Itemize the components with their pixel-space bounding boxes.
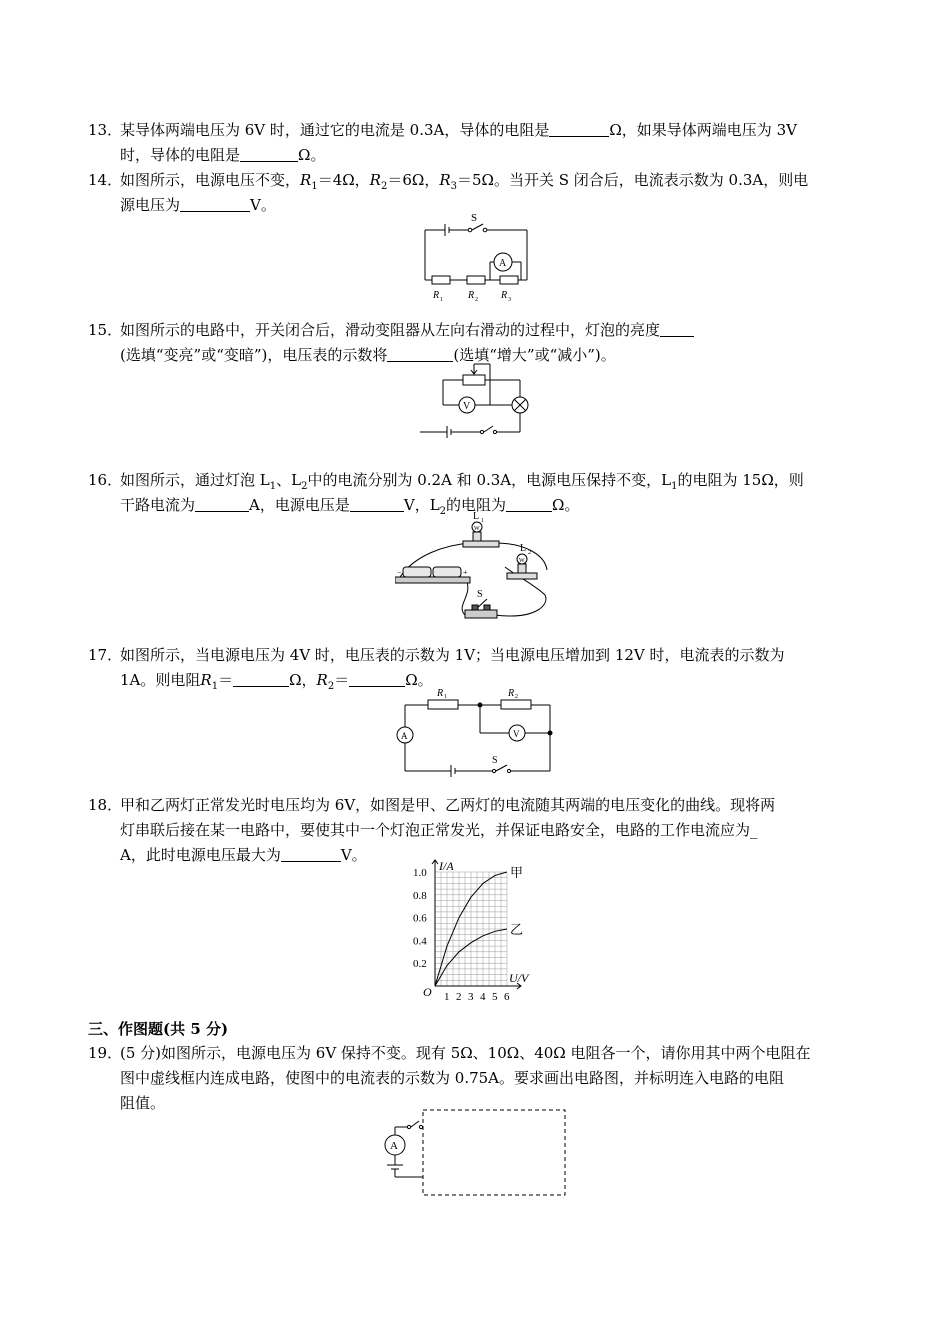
answer-blank[interactable]	[281, 846, 341, 862]
r1-symbol: R	[200, 671, 212, 689]
switch-label: S	[471, 212, 478, 224]
q16-text-a2: 、L	[276, 471, 302, 489]
dashed-box[interactable]	[423, 1110, 565, 1195]
switch-label: S	[477, 589, 483, 600]
r3-label: R	[501, 290, 508, 301]
q16-text-a: 如图所示，通过灯泡 L	[120, 471, 270, 489]
answer-blank[interactable]	[195, 496, 249, 512]
q14-text-c: V。	[250, 196, 276, 214]
q19-text-c: 阻值。	[120, 1094, 166, 1112]
r2-label: R	[468, 290, 475, 301]
q16-text-a4: 的电阻为 15Ω，则	[677, 471, 804, 489]
q13-text-b: Ω，如果导体两端电压为 3V	[609, 121, 797, 139]
r1-sub: 1	[440, 297, 443, 303]
voltmeter-label: V	[463, 401, 471, 412]
y-tick-label: 0.2	[413, 958, 427, 971]
battery-plus: +	[463, 568, 468, 577]
question-number: 19．	[88, 1044, 123, 1062]
q19-text-a: (5 分)如图所示，电源电压为 6V 保持不变。现有 5Ω、10Ω、40Ω 电阻各一个，请你用其中两个电阻在	[120, 1044, 811, 1062]
section-heading: 三、作图题(共 5 分)	[88, 1020, 229, 1038]
bulb1-mark: W	[474, 526, 480, 532]
q16-text-b: 干路电流为	[120, 496, 196, 514]
q15-text-c: (选填“增大”或“减小”)。	[453, 346, 616, 364]
q19-circuit-diagram	[375, 1105, 575, 1200]
r2-symbol: R	[316, 671, 328, 689]
bulb2-mark: W	[519, 558, 525, 564]
series-label: 甲	[510, 865, 524, 880]
answer-blank[interactable]	[660, 321, 694, 337]
q17-text-b5: Ω。	[405, 671, 433, 689]
q18-text-c: A，此时电源电压最大为	[120, 846, 281, 864]
lamp2-label: L	[520, 543, 527, 554]
x-tick-label: 3	[468, 991, 474, 1003]
q16-text-b2: A，电源电压是	[249, 496, 350, 514]
lamp2-sub: 2	[528, 550, 531, 556]
y-tick-label: 0.8	[413, 889, 427, 902]
x-tick-label: 4	[480, 991, 486, 1003]
y-tick-label: 1.0	[413, 867, 427, 879]
r2-label: R	[508, 688, 515, 699]
q16-physical-circuit	[395, 505, 555, 630]
q16-text-b5: Ω。	[552, 496, 580, 514]
answer-blank[interactable]	[240, 146, 298, 162]
r2-symbol: R	[369, 171, 381, 189]
question-number: 14．	[88, 171, 123, 189]
r2-value: ＝6Ω，	[387, 171, 440, 189]
x-tick-label: 2	[456, 991, 462, 1003]
series-label: 乙	[510, 922, 524, 937]
lamp1-sub: 1	[481, 518, 484, 524]
q14-text-a: 如图所示，电源电压不变，	[120, 171, 301, 189]
answer-blank[interactable]	[549, 121, 609, 137]
q15-text-b: (选填“变亮”或“变暗”)，电压表的示数将	[120, 346, 388, 364]
r2-sub: 2	[475, 297, 478, 303]
iv-chart	[405, 858, 545, 1008]
x-tick-label: 6	[504, 991, 510, 1003]
ammeter-label: A	[401, 731, 408, 741]
question-number: 17．	[88, 646, 123, 664]
r1-value: ＝4Ω，	[317, 171, 370, 189]
r2-sub: 2	[515, 694, 518, 700]
x-tick-label: 1	[444, 991, 450, 1003]
question-number: 13．	[88, 121, 123, 139]
q15-circuit-diagram	[415, 360, 535, 445]
q18-text-a: 甲和乙两灯正常发光时电压均为 6V，如图是甲、乙两灯的电流随其两端的电压变化的曲线。现将两	[120, 796, 776, 814]
q17-equals-2: ＝	[334, 671, 350, 689]
q17-text-b3: Ω，	[289, 671, 317, 689]
r3-value: ＝5Ω。当开关 S 闭合后，电流表示数为 0.3A，则电	[457, 171, 809, 189]
q14-text-b: 源电压为	[120, 196, 181, 214]
question-number: 15．	[88, 321, 123, 339]
q13-text-c: 时，导体的电阻是	[120, 146, 241, 164]
voltmeter-label: V	[513, 729, 520, 739]
question-number: 16．	[88, 471, 123, 489]
r3-sub: 3	[508, 297, 511, 303]
x-tick-label: 5	[492, 991, 498, 1003]
q19-text-b: 图中虚线框内连成电路，使图中的电流表的示数为 0.75A。要求画出电路图，并标明连入电路的电阻	[120, 1069, 785, 1087]
lamp1-label: L	[473, 511, 480, 522]
y-axis-label: I/A	[439, 859, 454, 873]
q17-text-b: 1A。则电阻	[120, 671, 201, 689]
question-number: 18．	[88, 796, 123, 814]
q17-equals-1: ＝	[218, 671, 234, 689]
q14-circuit-diagram	[415, 210, 535, 305]
answer-blank[interactable]	[180, 196, 250, 212]
q17-text-a: 如图所示，当电源电压为 4V 时，电压表的示数为 1V；当电源电压增加到 12V 时，电流表的示数为	[120, 646, 785, 664]
x-axis-label: U/V	[509, 971, 529, 985]
r1-sub: 1	[444, 694, 447, 700]
answer-blank[interactable]	[233, 671, 289, 687]
q18-text-b: 灯串联后接在某一电路中，要使其中一个灯泡正常发光，并保证电路安全，电路的工作电流应为_	[120, 821, 758, 839]
q13-text-a: 某导体两端电压为 6V 时，通过它的电流是 0.3A，导体的电阻是	[120, 121, 550, 139]
y-tick-label: 0.6	[413, 912, 427, 925]
q16-text-b4: 的电阻为	[446, 496, 507, 514]
r1-symbol: R	[300, 171, 312, 189]
r3-symbol: R	[439, 171, 451, 189]
ammeter-label: A	[499, 258, 507, 269]
y-tick-label: 0.4	[413, 935, 427, 948]
r1-label: R	[433, 290, 440, 301]
q15-text-a: 如图所示的电路中，开关闭合后，滑动变阻器从左向右滑动的过程中，灯泡的亮度	[120, 321, 661, 339]
q13-text-d: Ω。	[298, 146, 326, 164]
r1-label: R	[437, 688, 444, 699]
q16-text-a3: 中的电流分别为 0.2A 和 0.3A，电源电压保持不变，L	[307, 471, 672, 489]
q17-circuit-diagram	[395, 685, 560, 780]
origin-label: O	[423, 985, 432, 999]
ammeter-label: A	[390, 1140, 398, 1152]
q16-text-b3: V，L	[403, 496, 440, 514]
switch-label: S	[492, 755, 498, 766]
q18-text-d: V。	[340, 846, 367, 864]
battery-minus: −	[397, 568, 402, 577]
